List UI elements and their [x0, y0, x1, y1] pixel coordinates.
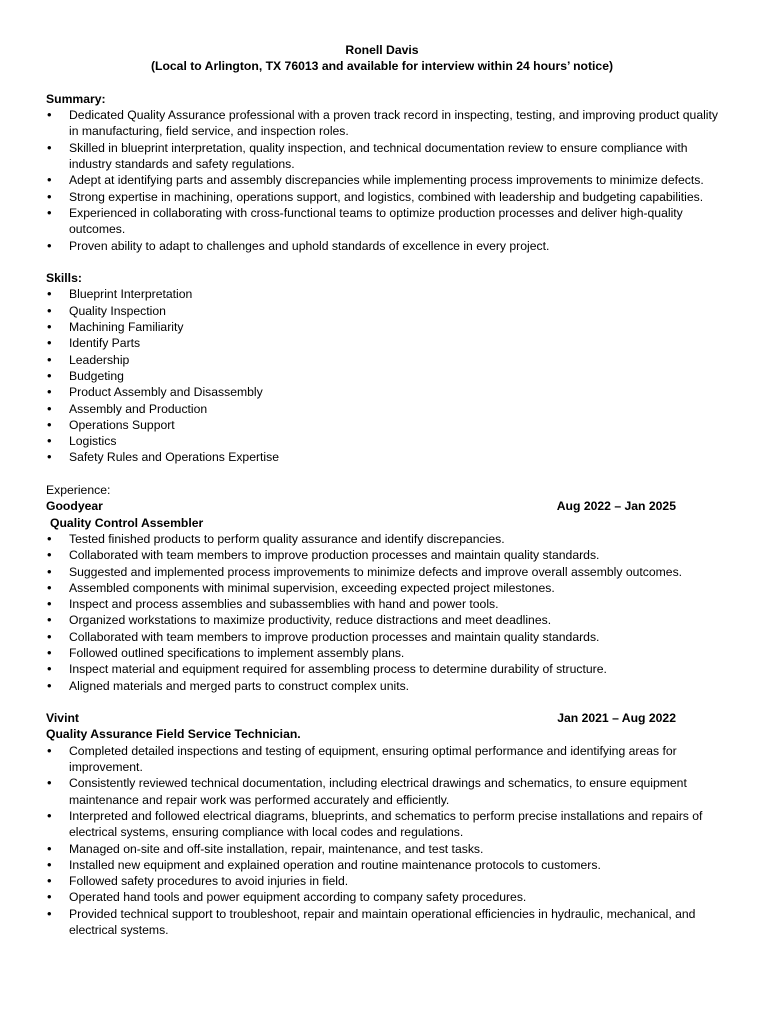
list-item: • Budgeting [46, 368, 724, 384]
list-item: • Logistics [46, 433, 724, 449]
spacer [46, 254, 728, 270]
list-item: • Interpreted and followed electrical diagrams, blueprints, and schematics to perform precise installations and repairs of electrical systems, ensuring compliance with local codes and regulations. [46, 808, 724, 841]
job-title: Quality Control Assembler [50, 515, 204, 530]
list-item: • Assembled components with minimal supervision, exceeding expected project milestones. [46, 580, 724, 596]
job-header [46, 710, 676, 726]
list-item: • Product Assembly and Disassembly [46, 384, 724, 400]
spacer [46, 466, 728, 482]
spacer [46, 694, 728, 710]
job-title: Quality Assurance Field Service Technician. [46, 727, 301, 742]
list-item: • Skilled in blueprint interpretation, quality inspection, and technical documentation review to ensure compliance with industry standards and safety regulations. [46, 140, 724, 173]
list-item: • Inspect material and equipment required for assembling process to determine durability of structure. [46, 661, 724, 677]
list-item: • Proven ability to adapt to challenges and uphold standards of excellence in every project. [46, 238, 724, 254]
resume-header [36, 42, 728, 75]
list-item: • Collaborated with team members to improve production processes and maintain quality standards. [46, 547, 724, 563]
list-item: • Suggested and implemented process improvements to minimize defects and improve overall assembly outcomes. [46, 564, 724, 580]
summary-list [46, 107, 728, 254]
list-item: • Provided technical support to troubleshoot, repair and maintain operational efficiencies in hydraulic, mechanical, and electrical systems. [46, 906, 724, 939]
summary-heading: Summary: [46, 91, 106, 106]
list-item: • Dedicated Quality Assurance professional with a proven track record in inspecting, testing, and improving product quality in manufacturing, field service, and inspection roles. [46, 107, 724, 140]
summary-section [46, 91, 728, 254]
job-entry [46, 498, 728, 694]
company-name: Goodyear [46, 499, 103, 514]
list-item: • Quality Inspection [46, 303, 724, 319]
list-item: • Tested finished products to perform quality assurance and identify discrepancies. [46, 531, 724, 547]
list-item: • Machining Familiarity [46, 319, 724, 335]
skills-heading: Skills: [46, 271, 82, 286]
skills-list [46, 286, 728, 465]
list-item: • Followed outlined specifications to implement assembly plans. [46, 645, 724, 661]
job-duties-list [46, 743, 728, 939]
candidate-name: Ronell Davis [345, 43, 419, 57]
list-item: • Inspect and process assemblies and subassemblies with hand and power tools. [46, 596, 724, 612]
list-item: • Operations Support [46, 417, 724, 433]
list-item: • Managed on-site and off-site installation, repair, maintenance, and test tasks. [46, 841, 724, 857]
list-item: • Experienced in collaborating with cross-functional teams to optimize production processes and deliver high-quality outcomes. [46, 205, 724, 238]
list-item: • Adept at identifying parts and assembly discrepancies while implementing process improvements to minimize defects. [46, 172, 724, 188]
job-dates: Aug 2022 – Jan 2025 [556, 499, 676, 514]
list-item: • Strong expertise in machining, operations support, and logistics, combined with leadership and budgeting capabilities. [46, 189, 724, 205]
list-item: • Safety Rules and Operations Expertise [46, 449, 724, 465]
experience-section [46, 482, 728, 938]
job-dates: Jan 2021 – Aug 2022 [557, 711, 676, 726]
list-item: • Consistently reviewed technical documentation, including electrical drawings and schematics, to ensure equipment maintenance and repair work was performed accurately and efficiently. [46, 775, 724, 808]
experience-heading: Experience: [46, 483, 111, 498]
list-item: • Completed detailed inspections and testing of equipment, ensuring optimal performance and identifying areas for improvement. [46, 743, 724, 776]
spacer [46, 75, 728, 91]
list-item: • Blueprint Interpretation [46, 286, 724, 302]
job-header [46, 498, 676, 514]
list-item: • Organized workstations to maximize productivity, reduce distractions and meet deadlines. [46, 612, 724, 628]
list-item: • Aligned materials and merged parts to construct complex units. [46, 678, 724, 694]
list-item: • Leadership [46, 352, 724, 368]
list-item: • Followed safety procedures to avoid injuries in field. [46, 873, 724, 889]
candidate-availability: (Local to Arlington, TX 76013 and available for interview within 24 hours’ notice) [150, 59, 614, 74]
list-item: • Collaborated with team members to improve production processes and maintain quality standards. [46, 629, 724, 645]
list-item: • Identify Parts [46, 335, 724, 351]
skills-section [46, 270, 728, 466]
list-item: • Assembly and Production [46, 401, 724, 417]
company-name: Vivint [46, 711, 79, 726]
list-item: • Operated hand tools and power equipment according to company safety procedures. [46, 889, 724, 905]
list-item: • Installed new equipment and explained operation and routine maintenance protocols to customers. [46, 857, 724, 873]
job-duties-list [46, 531, 728, 694]
job-entry [46, 710, 728, 938]
